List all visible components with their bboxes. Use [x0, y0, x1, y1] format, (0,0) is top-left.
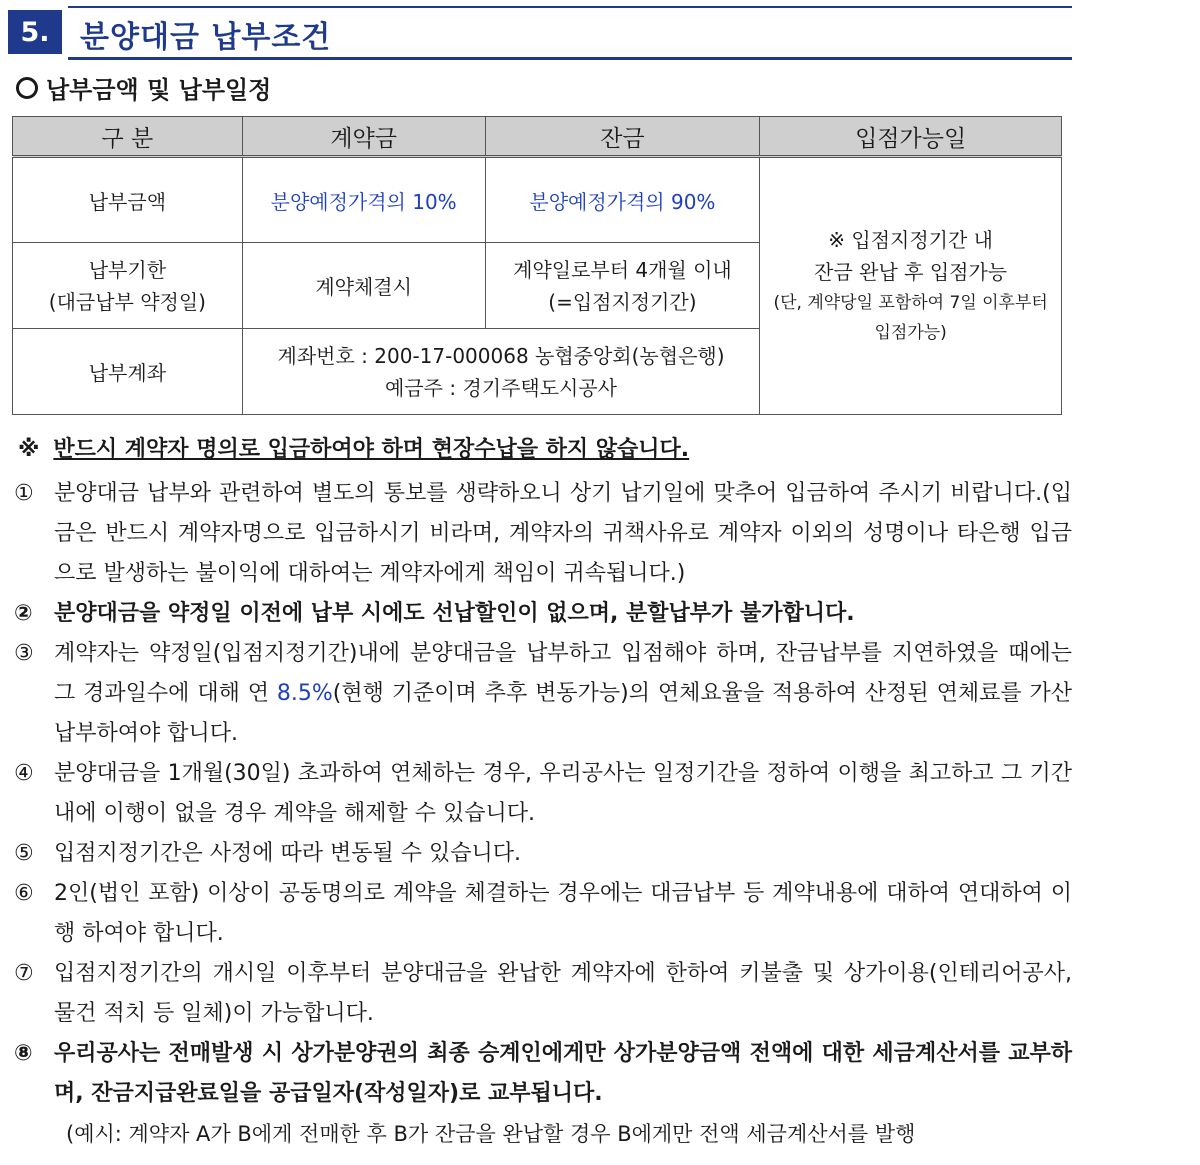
item-number: ① — [14, 481, 34, 506]
item-text: 입점지정기간의 개시일 이후부터 분양대금을 완납한 계약자에 한하여 키불출 및 상가이용(인테리어공사, 물건 적치 등 일체)이 가능합니다. — [54, 961, 1072, 1026]
item-text: 분양대금 납부와 관련하여 별도의 통보를 생략하오니 상기 납기일에 맞추어 입금하여 주시기 비랍니다.(입금은 반드시 계약자명으로 입금하시기 비라며, 계약자의 귀책사유로 계약자 이외의 성명이나 타은행 입금으로 발생하는 불이익에 대하여는 계약자에게 책임이 귀속됩니다.) — [54, 481, 1072, 586]
conditions-list — [14, 474, 1072, 1154]
table-row-amount — [13, 157, 1062, 243]
item-number: ⑤ — [14, 841, 34, 866]
notice-text: 반드시 계약자 명의로 입금하여야 하며 현장수납을 하지 않습니다. — [53, 437, 690, 462]
item-text-b: (현행 기준이며 추후 변동가능)의 연체요율을 적용하여 산정된 연체료를 가산 납부하여야 합니다. — [54, 681, 1072, 746]
move-in-line-2: 잔금 완납 후 입점가능 — [814, 260, 1008, 284]
amount-deposit: 분양예정가격의 10% — [242, 157, 485, 243]
deadline-label-line-1: 납부기한 — [88, 257, 167, 282]
move-in-line-3: (단, 계약당일 포함하여 7일 이후부터 — [773, 293, 1048, 313]
notice — [18, 432, 689, 463]
deadline-balance-line-1: 계약일로부터 4개월 이내 — [513, 257, 732, 282]
list-item — [14, 754, 1072, 834]
amount-label: 납부금액 — [13, 157, 243, 243]
list-item — [14, 594, 1072, 634]
list-item — [14, 474, 1072, 594]
account-label: 납부계좌 — [13, 329, 243, 415]
list-item — [14, 1034, 1072, 1114]
item-text: 분양대금을 약정일 이전에 납부 시에도 선납할인이 없으며, 분할납부가 불가합니다. — [54, 601, 855, 626]
list-item — [14, 834, 1072, 874]
deadline-balance — [485, 243, 760, 329]
item-text — [54, 634, 1072, 754]
item-number: ③ — [14, 641, 34, 666]
header-category: 구 분 — [13, 117, 243, 157]
header-balance: 잔금 — [485, 117, 760, 157]
deadline-deposit: 계약체결시 — [242, 243, 485, 329]
item-number: ④ — [14, 761, 34, 786]
payment-schedule-table — [12, 116, 1062, 415]
item-number: ⑦ — [14, 961, 34, 986]
item-text-a: 계약자는 약정일(입점지정기간)내에 분양대금을 납부하고 입점해야 하며, 잔금납부를 지연하였을 때에는 그 경과일수에 대해 연 — [54, 641, 1072, 706]
list-item — [14, 634, 1072, 754]
title-rule-top — [68, 6, 1072, 8]
example-text: (예시: 계약자 A가 B에게 전매한 후 B가 잔금을 완납할 경우 B에게만 전액 세금계산서를 발행 — [66, 1122, 916, 1146]
account-holder: 예금주 : 경기주택도시공사 — [385, 375, 618, 400]
sub-heading — [16, 70, 271, 105]
header-deposit: 계약금 — [242, 117, 485, 157]
late-interest-rate: 8.5% — [276, 681, 333, 706]
section-title: 분양대금 납부조건 — [80, 20, 332, 55]
deadline-label — [13, 243, 243, 329]
list-item — [14, 874, 1072, 954]
item-text: 2인(법인 포함) 이상이 공동명의로 계약을 체결하는 경우에는 대금납부 등 계약내용에 대하여 연대하여 이행 하여야 합니다. — [54, 881, 1072, 946]
deadline-label-line-2: (대금납부 약정일) — [48, 289, 206, 314]
item-number: ② — [14, 601, 33, 626]
reference-mark: ※ — [18, 437, 40, 462]
item-number: ⑥ — [14, 881, 34, 906]
section-number: 5. — [8, 10, 62, 54]
title-rule-bottom — [68, 57, 1072, 60]
section-title-bar — [8, 6, 1072, 60]
table-header-row — [13, 117, 1062, 157]
account-info — [242, 329, 760, 415]
account-number: 계좌번호 : 200-17-000068 농협중앙회(농협은행) — [277, 343, 725, 368]
move-in-line-4: 입점가능) — [874, 323, 947, 343]
sub-heading-text: 납부금액 및 납부일정 — [46, 76, 272, 104]
move-in-line-1: ※ 입점지정기간 내 — [828, 228, 993, 252]
item-text: 우리공사는 전매발생 시 상가분양권의 최종 승계인에게만 상가분양금액 전액에 대한 세금계산서를 교부하며, 잔금지급완료일을 공급일자(작성일자)로 교부됩니다. — [54, 1041, 1072, 1106]
list-item — [14, 954, 1072, 1034]
item-text: 입점지정기간은 사정에 따라 변동될 수 있습니다. — [54, 841, 522, 866]
deadline-balance-line-2: (=입점지정기간) — [548, 289, 697, 314]
item-text: 분양대금을 1개월(30일) 초과하여 연체하는 경우, 우리공사는 일정기간을 정하여 이행을 최고하고 그 기간 내에 이행이 없을 경우 계약을 해제할 수 있습니다. — [54, 761, 1072, 826]
circle-bullet-icon — [16, 77, 38, 99]
move-in-cell — [760, 157, 1062, 415]
amount-balance: 분양예정가격의 90% — [485, 157, 760, 243]
header-move-in: 입점가능일 — [760, 117, 1062, 157]
item-number: ⑧ — [14, 1041, 33, 1066]
